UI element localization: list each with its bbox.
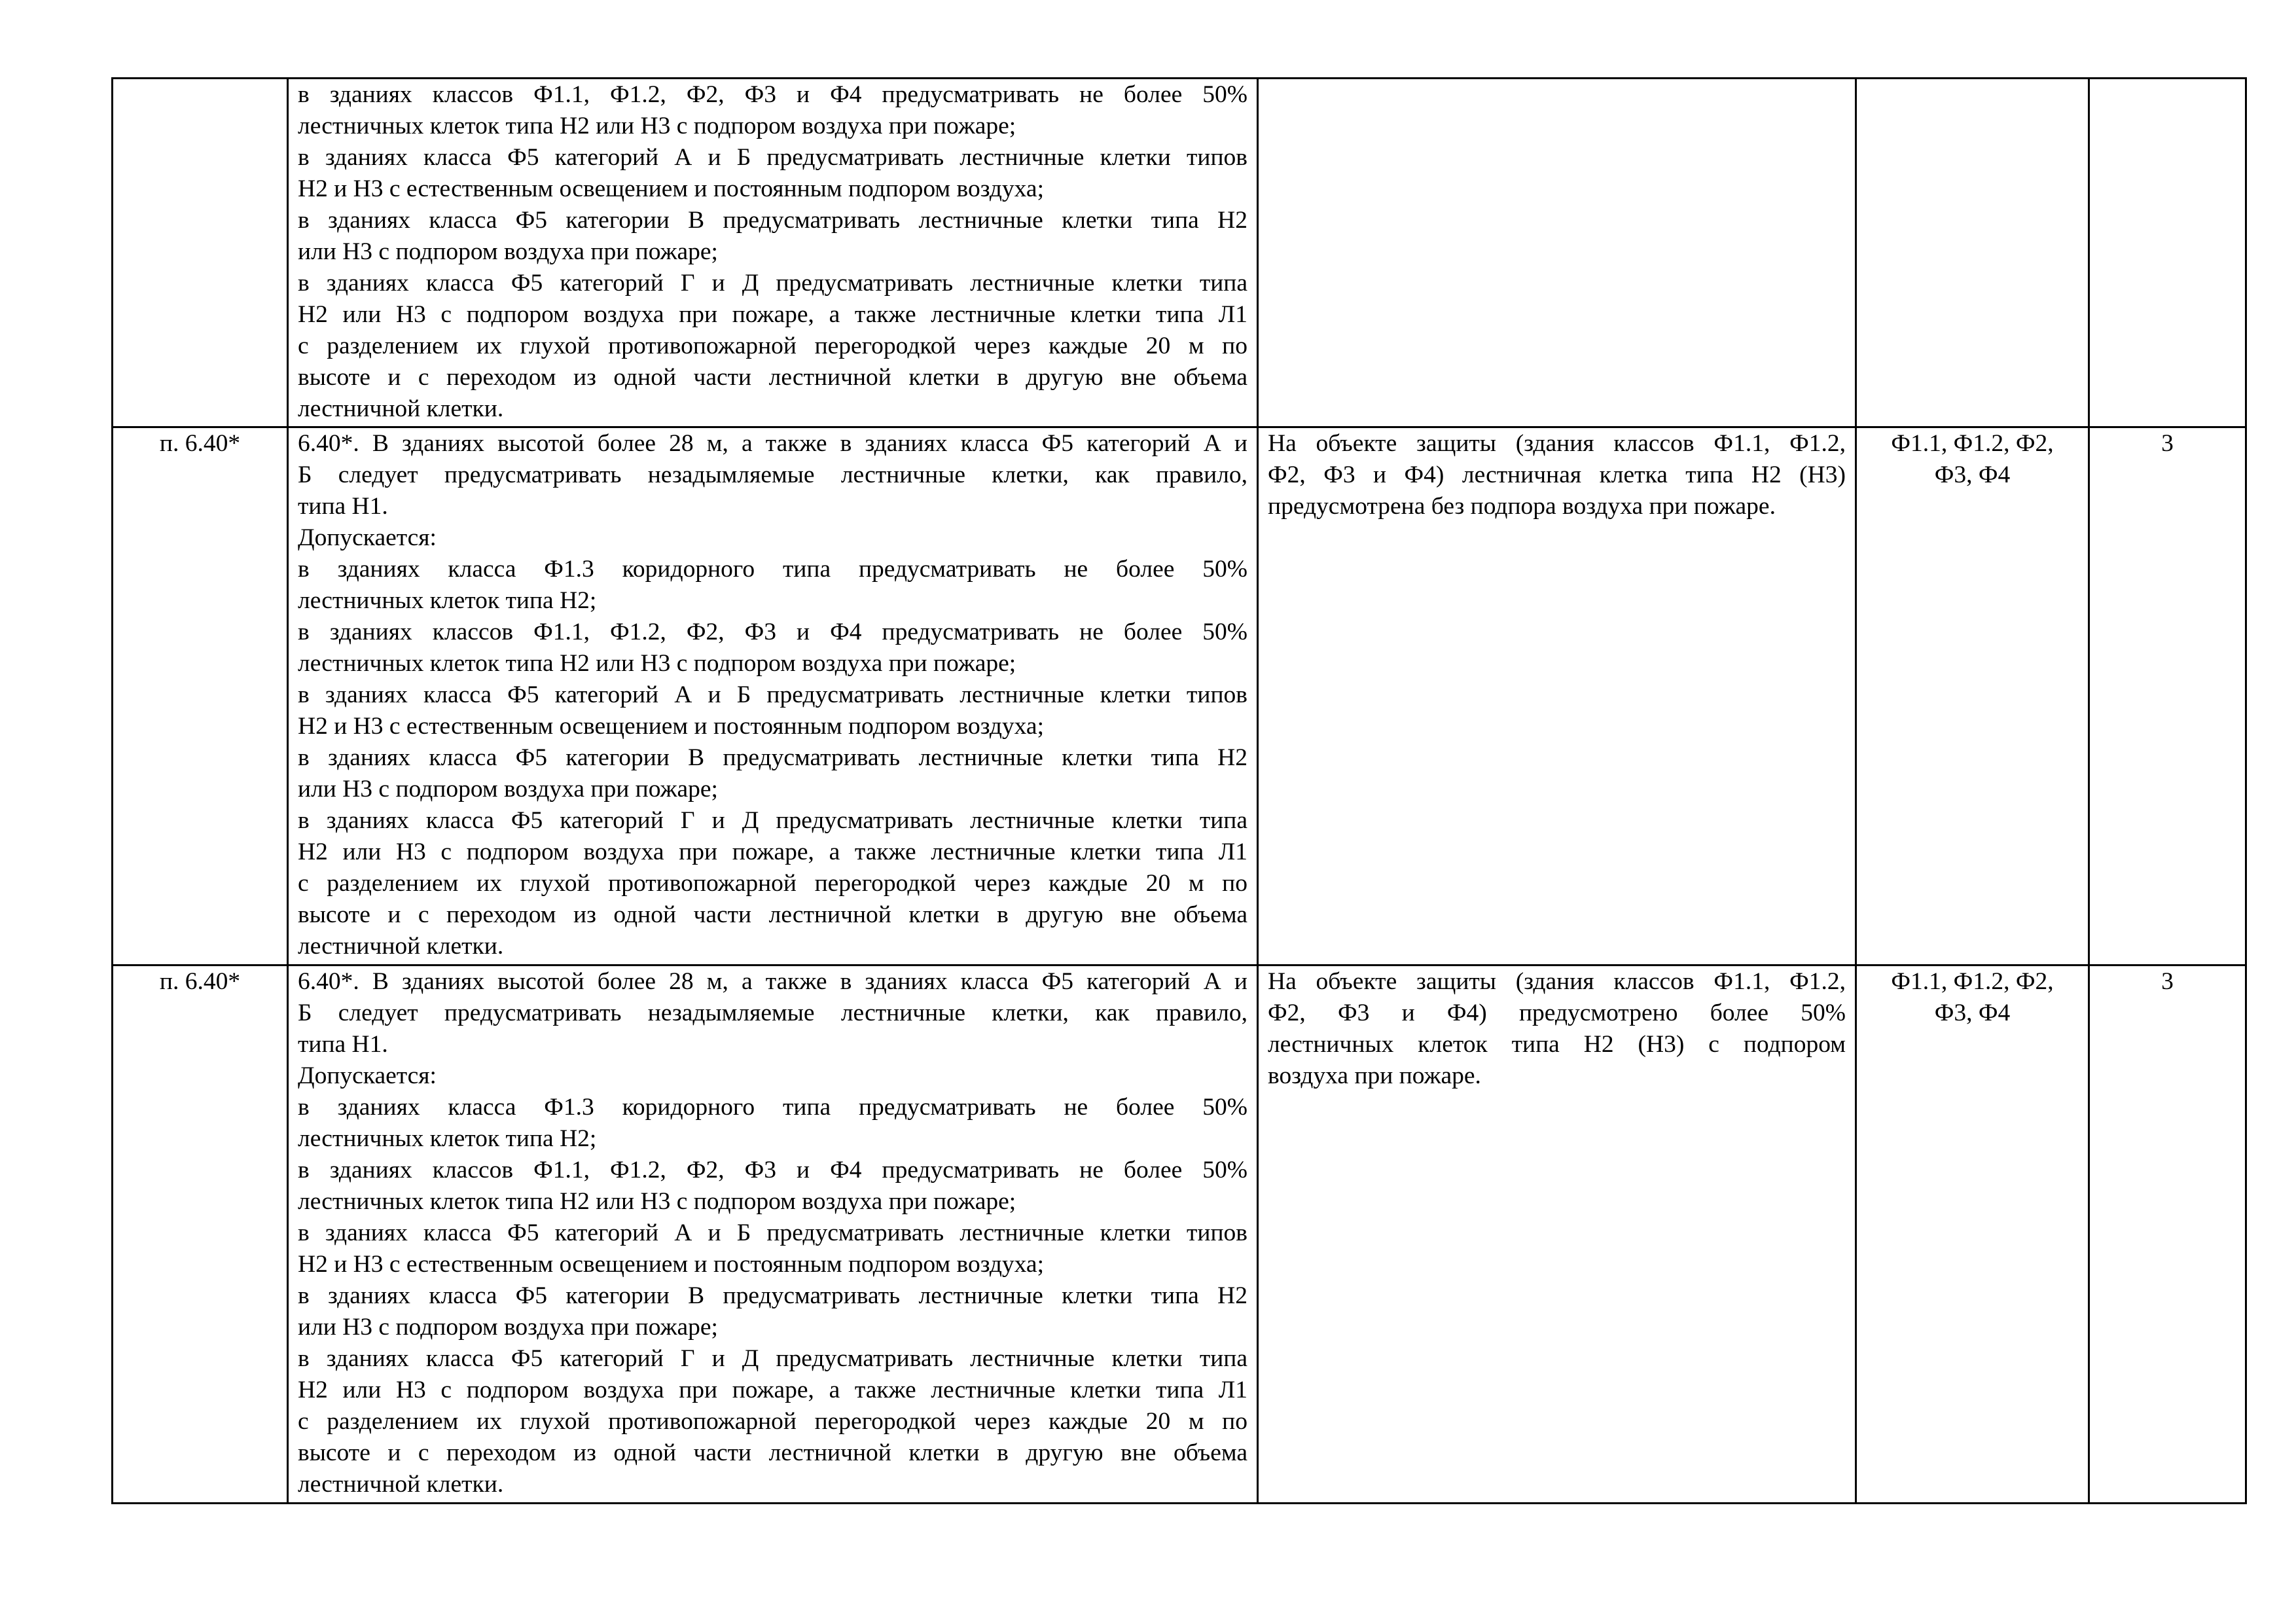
- violation-line: Ф2, Ф3 и Ф4) предусмотрено более 50%: [1268, 1000, 1846, 1026]
- requirement-line: Допускается:: [298, 524, 437, 551]
- category-cell: [2089, 79, 2246, 427]
- building-classes-cell: [1856, 427, 2089, 965]
- table-row: [113, 965, 2246, 1504]
- building-classes-cell: [1856, 79, 2089, 427]
- table-row: [113, 79, 2246, 427]
- violation-line: Ф2, Ф3 и Ф4) лестничная клетка типа Н2 (Н3): [1268, 461, 1846, 488]
- requirement-line: Допускается:: [298, 1062, 437, 1089]
- violation-description-cell: [1258, 965, 1856, 1504]
- requirement-line: в зданиях класса Ф5 категорий Г и Д предусматривать лестничные клетки типа: [298, 270, 1247, 297]
- requirement-line: лестничных клеток типа Н2;: [298, 1125, 597, 1152]
- requirement-line: Б следует предусматривать незадымляемые лестничные клетки, как правило,: [298, 461, 1247, 488]
- violation-description-cell: [1258, 79, 1856, 427]
- requirement-line: типа Н1.: [298, 493, 388, 520]
- requirement-line: лестничных клеток типа Н2 или Н3 с подпором воздуха при пожаре;: [298, 650, 1016, 677]
- building-classes-line: Ф1.1, Ф1.2, Ф2,: [1891, 968, 2054, 995]
- requirement-line: лестничной клетки.: [298, 395, 504, 422]
- requirement-line: в зданиях класса Ф1.3 коридорного типа предусматривать не более 50%: [298, 556, 1247, 583]
- requirement-line: лестничной клетки.: [298, 933, 504, 960]
- requirement-line: в зданиях классов Ф1.1, Ф1.2, Ф2, Ф3 и Ф4 предусматривать не более 50%: [298, 619, 1247, 645]
- requirement-line: лестничной клетки.: [298, 1471, 504, 1498]
- requirement-line: в зданиях класса Ф5 категории В предусматривать лестничные клетки типа Н2: [298, 744, 1247, 771]
- requirement-line: в зданиях класса Ф5 категории В предусматривать лестничные клетки типа Н2: [298, 1282, 1247, 1309]
- violation-line: предусмотрена без подпора воздуха при пожаре.: [1268, 493, 1776, 520]
- clause-reference-cell: [113, 427, 288, 965]
- requirement-line: или Н3 с подпором воздуха при пожаре;: [298, 776, 718, 803]
- violation-line: На объекте защиты (здания классов Ф1.1, Ф1.2,: [1268, 968, 1846, 995]
- requirement-line: с разделением их глухой противопожарной перегородкой через каждые 20 м по: [298, 333, 1247, 359]
- clause-reference-cell: [113, 79, 288, 427]
- requirement-line: в зданиях класса Ф1.3 коридорного типа предусматривать не более 50%: [298, 1094, 1247, 1121]
- category-cell: [2089, 427, 2246, 965]
- requirement-line: в зданиях класса Ф5 категорий Г и Д предусматривать лестничные клетки типа: [298, 807, 1247, 834]
- clause-reference: п. 6.40*: [159, 430, 241, 457]
- violation-line: воздуха при пожаре.: [1268, 1062, 1481, 1089]
- requirement-line: или Н3 с подпором воздуха при пожаре;: [298, 238, 718, 265]
- requirement-line: с разделением их глухой противопожарной перегородкой через каждые 20 м по: [298, 870, 1247, 897]
- requirement-text-cell: [288, 427, 1258, 965]
- requirement-line: лестничных клеток типа Н2 или Н3 с подпором воздуха при пожаре;: [298, 113, 1016, 139]
- building-classes-line: Ф1.1, Ф1.2, Ф2,: [1891, 430, 2054, 457]
- building-classes-cell: [1856, 965, 2089, 1504]
- clause-reference: п. 6.40*: [159, 968, 241, 995]
- table-row: [113, 427, 2246, 965]
- requirement-line: в зданиях класса Ф5 категорий Г и Д предусматривать лестничные клетки типа: [298, 1345, 1247, 1372]
- requirement-line: в зданиях класса Ф5 категорий А и Б предусматривать лестничные клетки типов: [298, 681, 1247, 708]
- category-cell: [2089, 965, 2246, 1504]
- requirement-line: высоте и с переходом из одной части лестничной клетки в другую вне объема: [298, 364, 1247, 391]
- requirement-line: лестничных клеток типа Н2;: [298, 587, 597, 614]
- requirements-table: [111, 77, 2247, 1504]
- requirement-line: или Н3 с подпором воздуха при пожаре;: [298, 1314, 718, 1341]
- requirement-line: типа Н1.: [298, 1031, 388, 1058]
- requirement-line: Б следует предусматривать незадымляемые лестничные клетки, как правило,: [298, 1000, 1247, 1026]
- requirement-line: в зданиях классов Ф1.1, Ф1.2, Ф2, Ф3 и Ф4 предусматривать не более 50%: [298, 1157, 1247, 1183]
- requirement-line: высоте и с переходом из одной части лестничной клетки в другую вне объема: [298, 901, 1247, 928]
- violation-line: На объекте защиты (здания классов Ф1.1, Ф1.2,: [1268, 430, 1846, 457]
- requirement-line: Н2 и Н3 с естественным освещением и постоянным подпором воздуха;: [298, 1251, 1044, 1278]
- category-value: 3: [2161, 430, 2174, 457]
- requirement-text-cell: [288, 965, 1258, 1504]
- requirement-text-cell: [288, 79, 1258, 427]
- requirement-line: Н2 или Н3 с подпором воздуха при пожаре, а также лестничные клетки типа Л1: [298, 301, 1247, 328]
- violation-description-cell: [1258, 427, 1856, 965]
- violation-line: лестничных клеток типа Н2 (Н3) с подпором: [1268, 1031, 1846, 1058]
- requirement-line: Н2 и Н3 с естественным освещением и постоянным подпором воздуха;: [298, 713, 1044, 740]
- building-classes-line: Ф3, Ф4: [1934, 1000, 2011, 1026]
- requirement-line: в зданиях класса Ф5 категорий А и Б предусматривать лестничные клетки типов: [298, 1219, 1247, 1246]
- requirement-line: в зданиях класса Ф5 категории В предусматривать лестничные клетки типа Н2: [298, 207, 1247, 234]
- clause-reference-cell: [113, 965, 288, 1504]
- requirement-line: лестничных клеток типа Н2 или Н3 с подпором воздуха при пожаре;: [298, 1188, 1016, 1215]
- requirement-line: Н2 или Н3 с подпором воздуха при пожаре, а также лестничные клетки типа Л1: [298, 839, 1247, 865]
- requirement-line: Н2 и Н3 с естественным освещением и постоянным подпором воздуха;: [298, 175, 1044, 202]
- requirement-line: 6.40*. В зданиях высотой более 28 м, а также в зданиях класса Ф5 категорий А и: [298, 430, 1247, 457]
- requirement-line: Н2 или Н3 с подпором воздуха при пожаре, а также лестничные клетки типа Л1: [298, 1377, 1247, 1403]
- requirement-line: 6.40*. В зданиях высотой более 28 м, а также в зданиях класса Ф5 категорий А и: [298, 968, 1247, 995]
- requirement-line: в зданиях класса Ф5 категорий А и Б предусматривать лестничные клетки типов: [298, 144, 1247, 171]
- category-value: 3: [2161, 968, 2174, 995]
- requirement-line: высоте и с переходом из одной части лестничной клетки в другую вне объема: [298, 1439, 1247, 1466]
- building-classes-line: Ф3, Ф4: [1934, 461, 2011, 488]
- requirement-line: с разделением их глухой противопожарной перегородкой через каждые 20 м по: [298, 1408, 1247, 1435]
- requirement-line: в зданиях классов Ф1.1, Ф1.2, Ф2, Ф3 и Ф4 предусматривать не более 50%: [298, 81, 1247, 108]
